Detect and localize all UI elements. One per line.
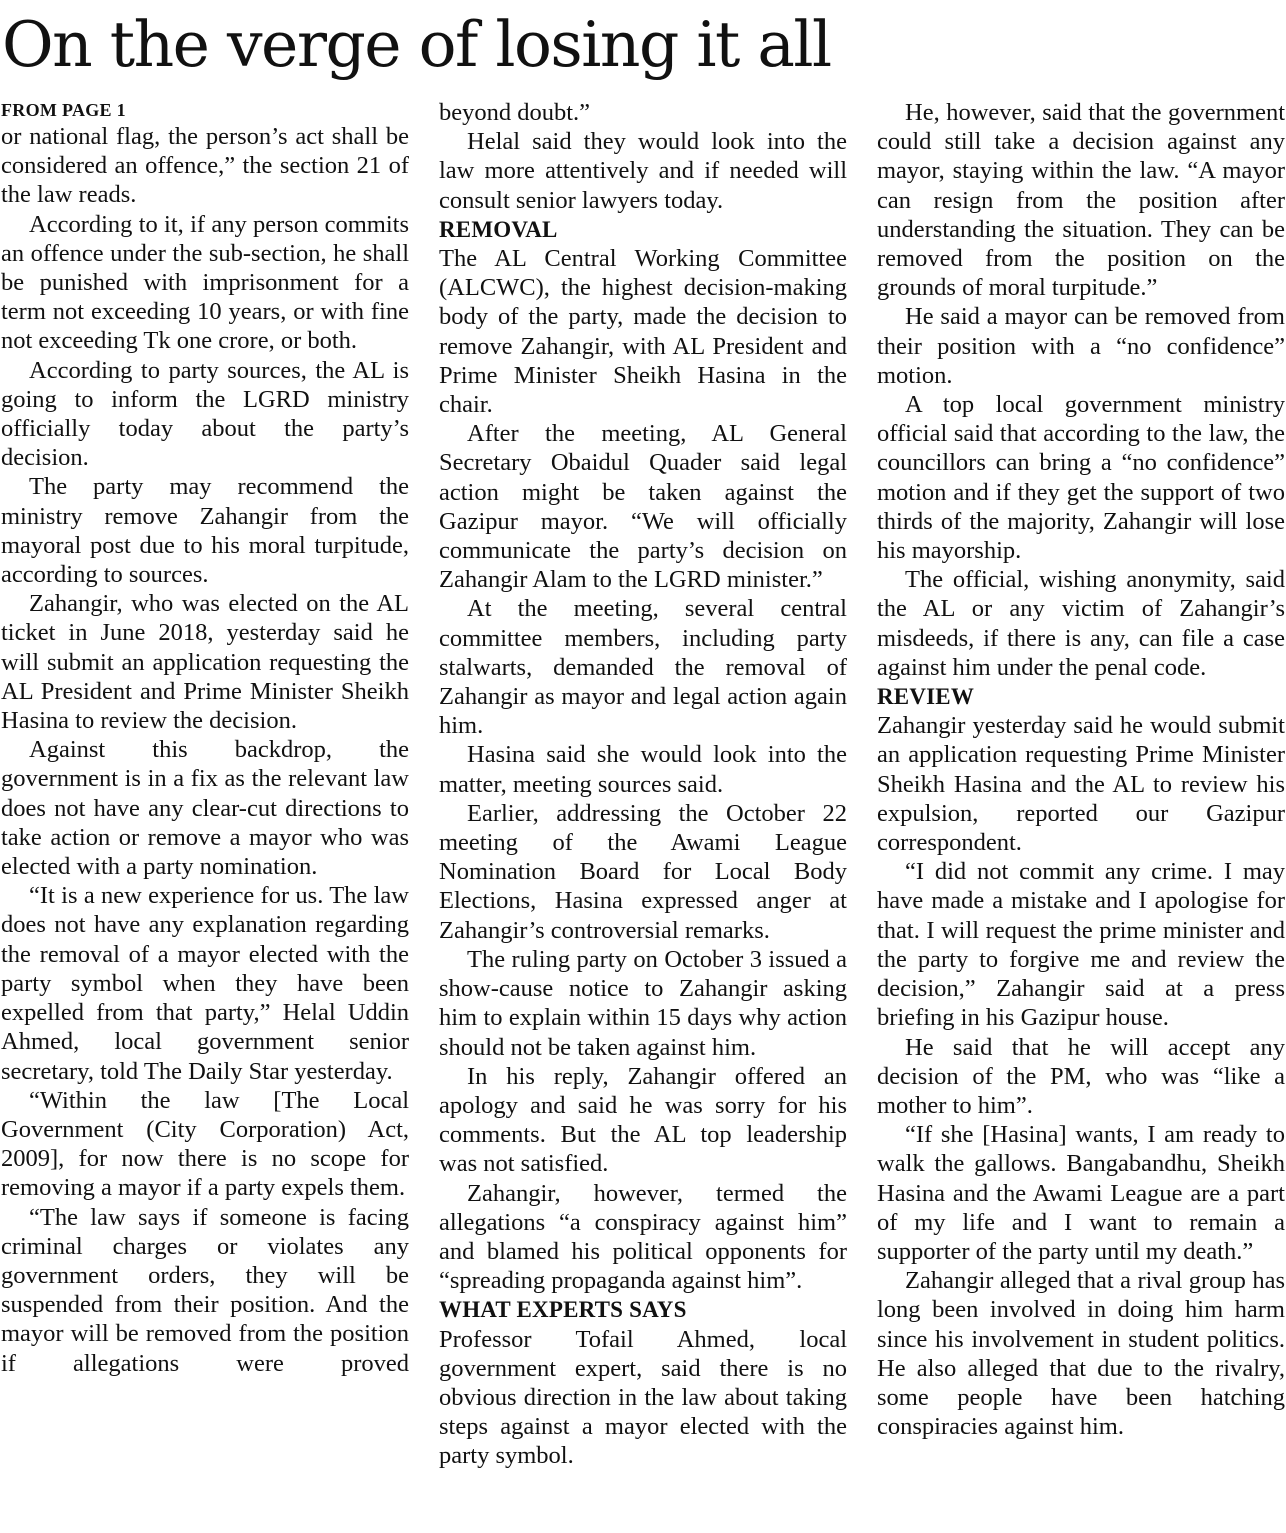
paragraph: A top local government ministry official said that according to the law, the councillors can bring a “no confidence” motion and if they get the support of two thirds of the majority, Zahangir will lose his mayorship. bbox=[877, 391, 1285, 565]
paragraph: According to it, if any person commits an offence under the sub-section, he shall be punished with imprisonment for a term not exceeding 10 years, or with fine not exceeding Tk one crore, or both. bbox=[1, 210, 409, 355]
paragraph: “Within the law [The Local Government (City Corporation) Act, 2009], for now there is no scope for removing a mayor if a party expels them. bbox=[1, 1086, 409, 1202]
paragraph: Hasina said she would look into the matter, meeting sources said. bbox=[439, 741, 847, 798]
paragraph: The AL Central Working Committee (ALCWC), the highest decision-making body of the party, made the decision to remove Zahangir, with AL President and Prime Minister Sheikh Hasina in the chair. bbox=[439, 245, 847, 419]
article-column-3 bbox=[877, 98, 1285, 1530]
paragraph: After the meeting, AL General Secretary Obaidul Quader said legal action might be taken against the Gazipur mayor. “We will officially communicate the party’s decision on Zahangir Alam to the LGRD minister.” bbox=[439, 420, 847, 594]
article-column-2 bbox=[439, 98, 847, 1530]
paragraph: “The law says if someone is facing criminal charges or violates any government orders, they will be suspended from their position. And the mayor will be removed from the position if allegations were proved bbox=[1, 1203, 409, 1377]
paragraph: or national flag, the person’s act shall be considered an offence,” the section 21 of the law reads. bbox=[1, 123, 409, 209]
paragraph: The official, wishing anonymity, said the AL or any victim of Zahangir’s misdeeds, if there is any, can file a case against him under the penal code. bbox=[877, 566, 1285, 681]
paragraph: Against this backdrop, the government is in a fix as the relevant law does not have any clear-cut directions to take action or remove a mayor who was elected with a party nomination. bbox=[1, 736, 409, 881]
paragraph: According to party sources, the AL is going to inform the LGRD ministry officially today about the party’s decision. bbox=[1, 356, 409, 472]
paragraph: At the meeting, several central committee members, including party stalwarts, demanded the removal of Zahangir as mayor and legal action again him. bbox=[439, 595, 847, 740]
paragraph: In his reply, Zahangir offered an apology and said he was sorry for his comments. But the AL top leadership was not satisfied. bbox=[439, 1062, 847, 1178]
paragraph: Zahangir, however, termed the allegations “a conspiracy against him” and blamed his political opponents for “spreading propaganda against him”. bbox=[439, 1179, 847, 1295]
paragraph: Helal said they would look into the law more attentively and if needed will consult senior lawyers today. bbox=[439, 128, 847, 214]
article-column-1 bbox=[1, 98, 409, 1530]
paragraph: Zahangir alleged that a rival group has long been involved in doing him harm since his involvement in student politics. He also alleged that due to the rivalry, some people have been hatching conspiracies against him. bbox=[877, 1267, 1285, 1441]
paragraph: The ruling party on October 3 issued a show-cause notice to Zahangir asking him to explain within 15 days why action should not be taken against him. bbox=[439, 945, 847, 1061]
paragraph: “It is a new experience for us. The law does not have any explanation regarding the removal of a mayor elected with the party symbol when they have been expelled from that party,” Helal Uddin Ahmed, local government senior secretary, told The Daily Star yesterday. bbox=[1, 882, 409, 1085]
paragraph: He said that he will accept any decision of the PM, who was “like a mother to him”. bbox=[877, 1033, 1285, 1119]
paragraph: Professor Tofail Ahmed, local government expert, said there is no obvious direction in the law about taking steps against a mayor elected with the party symbol. bbox=[439, 1325, 847, 1470]
paragraph: He said a mayor can be removed from their position with a “no confidence” motion. bbox=[877, 303, 1285, 389]
paragraph: beyond doubt.” bbox=[439, 99, 591, 126]
paragraph: “If she [Hasina] wants, I am ready to walk the gallows. Bangabandhu, Sheikh Hasina and the Awami League are a part of my life and I want to remain a supporter of the party until my death.” bbox=[877, 1121, 1285, 1265]
continuation-label: FROM PAGE 1 bbox=[1, 100, 126, 120]
paragraph: Zahangir, who was elected on the AL ticket in June 2018, yesterday said he will submit an application requesting the AL President and Prime Minister Sheikh Hasina to review the decision. bbox=[1, 590, 409, 735]
paragraph: “I did not commit any crime. I may have made a mistake and I apologise for that. I will request the prime minister and the party to forgive me and review the decision,” Zahangir said at a press briefing in his Gazipur house. bbox=[877, 858, 1285, 1032]
paragraph: Zahangir yesterday said he would submit an application requesting Prime Minister Sheikh Hasina and the AL to review his expulsion, reported our Gazipur correspondent. bbox=[877, 712, 1285, 857]
headline: On the verge of losing it all bbox=[2, 8, 831, 81]
section-subhead: WHAT EXPERTS SAYS bbox=[439, 1297, 687, 1323]
paragraph: He, however, said that the government could still take a decision against any mayor, staying within the law. “A mayor can resign from the position after understanding the situation. They can be removed from the position on the grounds of moral turpitude.” bbox=[877, 99, 1285, 302]
paragraph: Earlier, addressing the October 22 meeting of the Awami League Nomination Board for Local Body Elections, Hasina expressed anger at Zahangir’s controversial remarks. bbox=[439, 799, 847, 944]
paragraph: The party may recommend the ministry remove Zahangir from the mayoral post due to his moral turpitude, according to sources. bbox=[1, 473, 409, 589]
section-subhead: REMOVAL bbox=[439, 216, 558, 242]
section-subhead: REVIEW bbox=[877, 684, 975, 710]
